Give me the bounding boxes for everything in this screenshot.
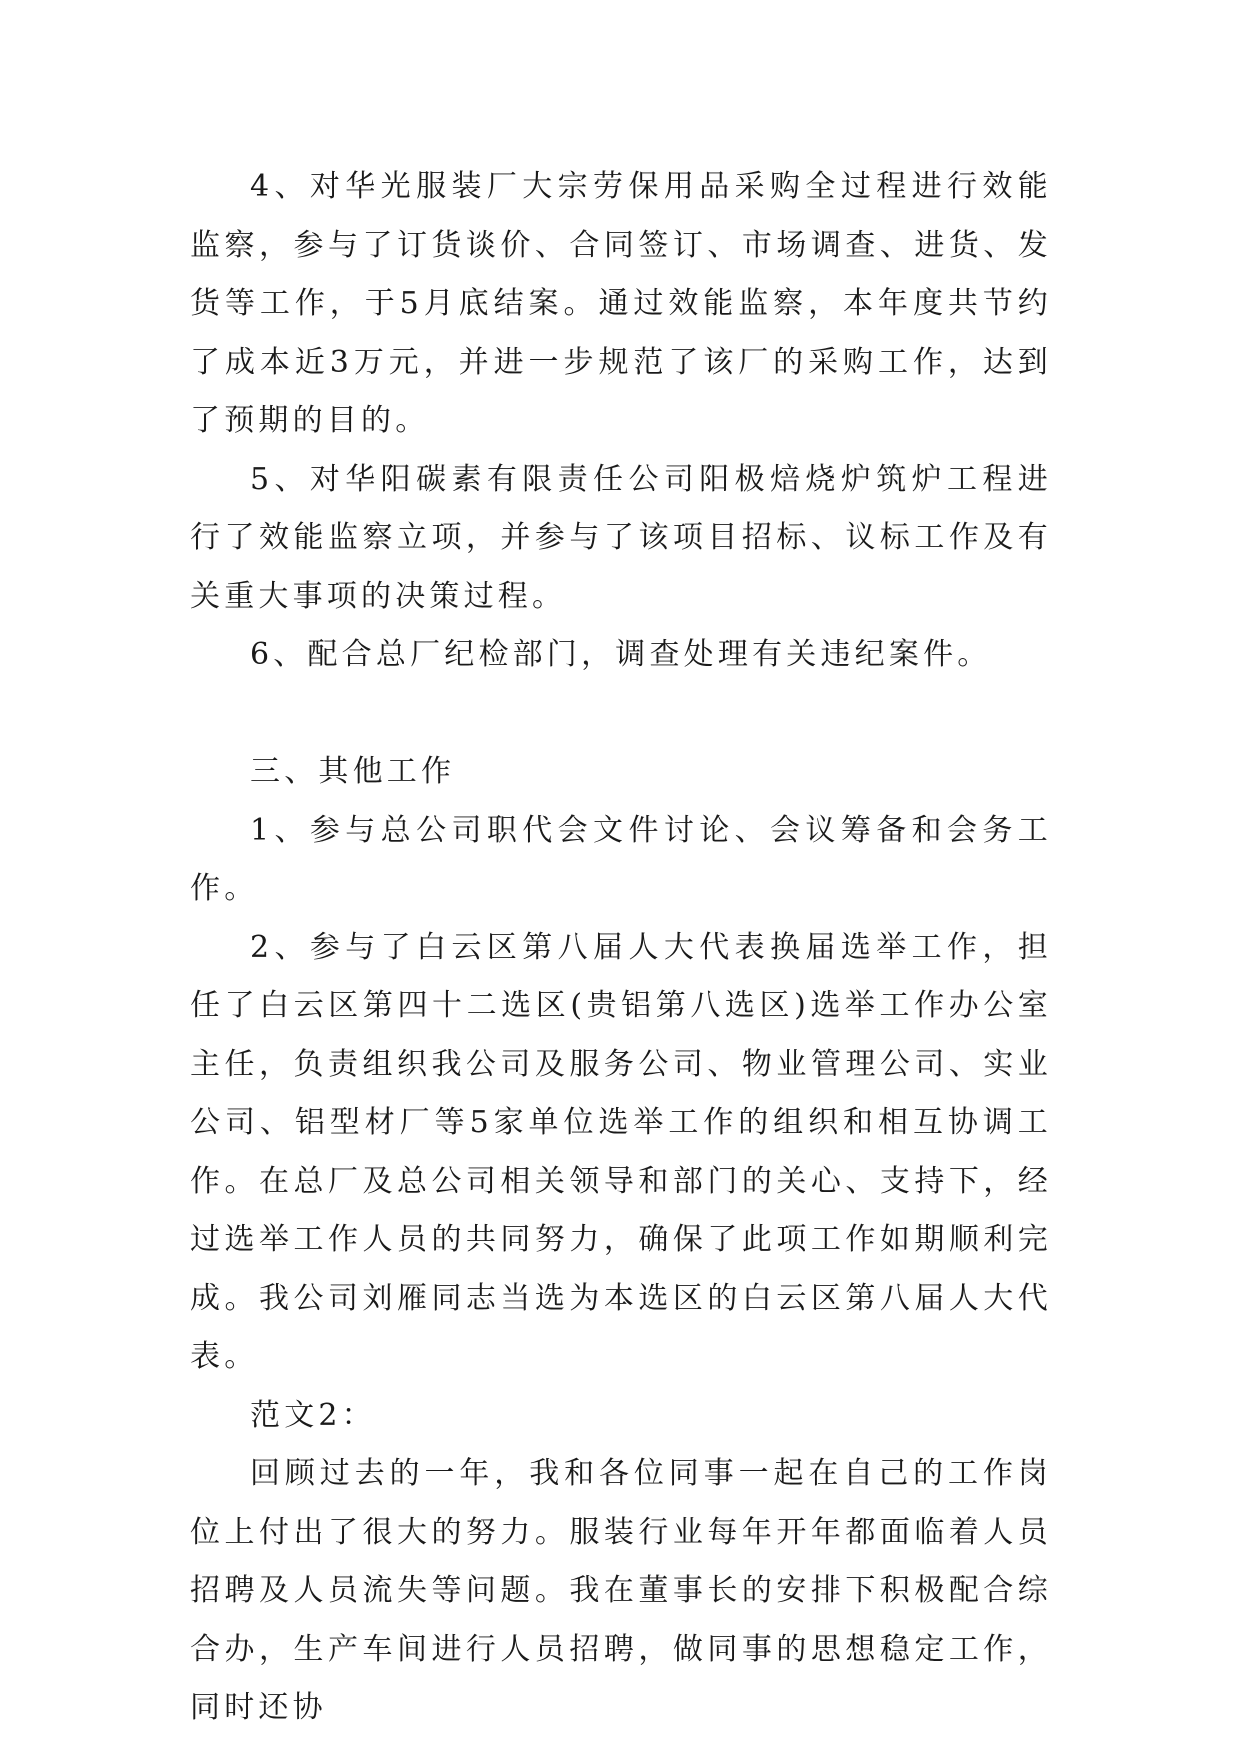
paragraph-review: 回顾过去的一年，我和各位同事一起在自己的工作岗位上付出了很大的努力。服装行业每年开年都面临着人员招聘及人员流失等问题。我在董事长的安排下积极配合综合办，生产车间进行人员招聘，做同事的思想稳定工作，同时还协: [190, 1456, 1052, 1725]
paragraph-item-4: 4、对华光服装厂大宗劳保用品采购全过程进行效能监察，参与了订货谈价、合同签订、市场调查、进货、发货等工作，于5月底结案。通过效能监察，本年度共节约了成本近3万元，并进一步规范了该厂的采购工作，达到了预期的目的。: [190, 169, 1052, 438]
paragraph-item-6: 6、配合总厂纪检部门，调查处理有关违纪案件。: [250, 637, 992, 672]
section-spacer: [190, 685, 1052, 744]
paragraph-item-5: 5、对华阳碳素有限责任公司阳极焙烧炉筑炉工程进行了效能监察立项，并参与了该项目招标、议标工作及有关重大事项的决策过程。: [190, 461, 1052, 614]
paragraph-other-2: 2、参与了白云区第八届人大代表换届选举工作，担任了白云区第四十二选区(贵铝第八选区)选举工作办公室主任，负责组织我公司及服务公司、物业管理公司、实业公司、铝型材厂等5家单位选举工作的组织和相互协调工作。在总厂及总公司相关领导和部门的关心、支持下，经过选举工作人员的共同努力，确保了此项工作如期顺利完成。我公司刘雁同志当选为本选区的白云区第八届人大代表。: [190, 929, 1052, 1374]
sample-heading: 范文2：: [250, 1397, 376, 1433]
paragraph-other-1: 1、参与总公司职代会文件讨论、会议筹备和会务工作。: [190, 812, 1052, 906]
section-heading-other-work: 三、其他工作: [250, 754, 456, 789]
document-body: [190, 158, 1052, 1738]
